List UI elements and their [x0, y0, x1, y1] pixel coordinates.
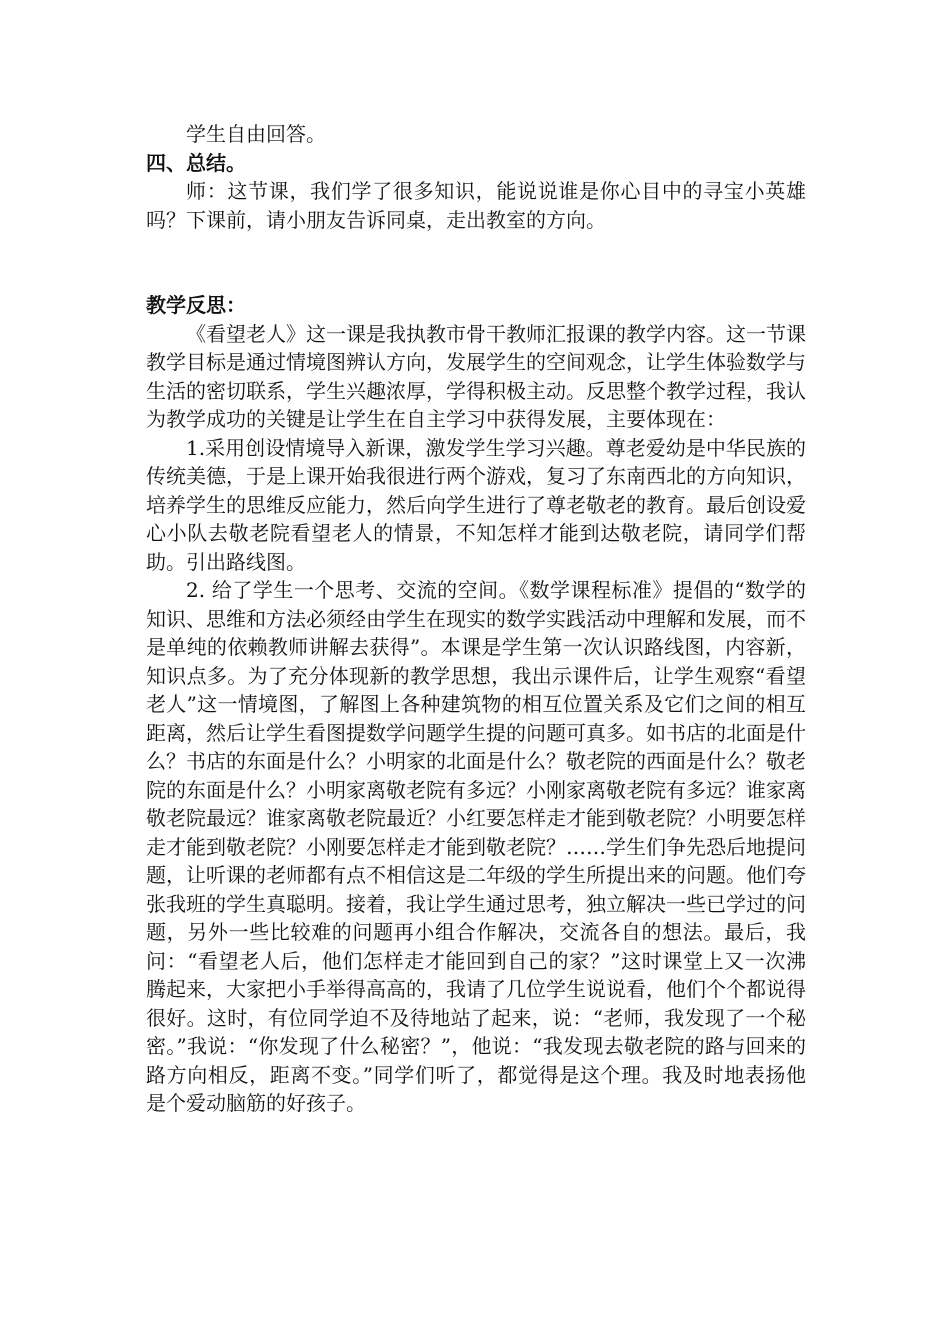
- reflection-paragraph-1: 1.采用创设情境导入新课，激发学生学习兴趣。尊老爱幼是中华民族的传统美德，于是上课开始我很进行两个游戏，复习了东南西北的方向知识，培养学生的思维反应能力，然后向学生进行了尊老敬老的教育。最后创设爱心小队去敬老院看望老人的情景，不知怎样才能到达敬老院，请同学们帮助。引出路线图。: [146, 435, 806, 574]
- reflection-paragraph-intro: 《看望老人》这一课是我执教市骨干教师汇报课的教学内容。这一节课教学目标是通过情境图辨认方向，发展学生的空间观念，让学生体验数学与生活的密切联系，学生兴趣浓厚，学得积极主动。反思整个教学过程，我认为教学成功的关键是让学生在自主学习中获得发展，主要体现在：: [146, 321, 806, 431]
- reflection-paragraph-2: 2. 给了学生一个思考、交流的空间。《数学课程标准》提倡的“数学的知识、思维和方法必须经由学生在现实的数学实践活动中理解和发展，而不是单纯的依赖教师讲解去获得”。本课是学生第一次认识路线图，内容新，知识点多。为了充分体现新的教学思想，我出示课件后，让学生观察“看望老人”这一情境图，了解图上各种建筑物的相互位置关系及它们之间的相互距离，然后让学生看图提数学问题学生提的问题可真多。如书店的北面是什么？书店的东面是什么？小明家的北面是什么？敬老院的西面是什么？敬老院的东面是什么？小明家离敬老院有多远？小刚家离敬老院有多远？谁家离敬老院最远？谁家离敬老院最近？小红要怎样走才能到敬老院？小明要怎样走才能到敬老院？小刚要怎样走才能到敬老院？……学生们争先恐后地提问题，让听课的老师都有点不相信这是二年级的学生所提出来的问题。他们夸张我班的学生真聪明。接着，我让学生通过思考，独立解决一些已学过的问题，另外一些比较难的问题再小组合作解决，交流各自的想法。最后，我问：“看望老人后，他们怎样走才能回到自己的家？”这时课堂上又一次沸腾起来，大家把小手举得高高的，我请了几位学生说说看，他们个个都说得很好。这时，有位同学迫不及待地站了起来，说：“老师，我发现了一个秘密。”我说：“你发现了什么秘密？”，他说：“我发现去敬老院的路与回来的路方向相反，距离不变。”同学们听了，都觉得是这个理。我及时地表扬他是个爱动脑筋的好孩子。: [146, 578, 806, 1115]
- answer-paragraph: 学生自由回答。: [186, 122, 326, 146]
- section-four-heading: 四、总结。: [146, 150, 246, 175]
- section-gap: [146, 234, 806, 291]
- document-body: [146, 120, 806, 1118]
- summary-paragraph: 师：这节课，我们学了很多知识，能说说谁是你心目中的寻宝小英雄吗？下课前，请小朋友告诉同桌，走出教室的方向。: [146, 179, 806, 232]
- reflection-heading: 教学反思：: [146, 293, 246, 317]
